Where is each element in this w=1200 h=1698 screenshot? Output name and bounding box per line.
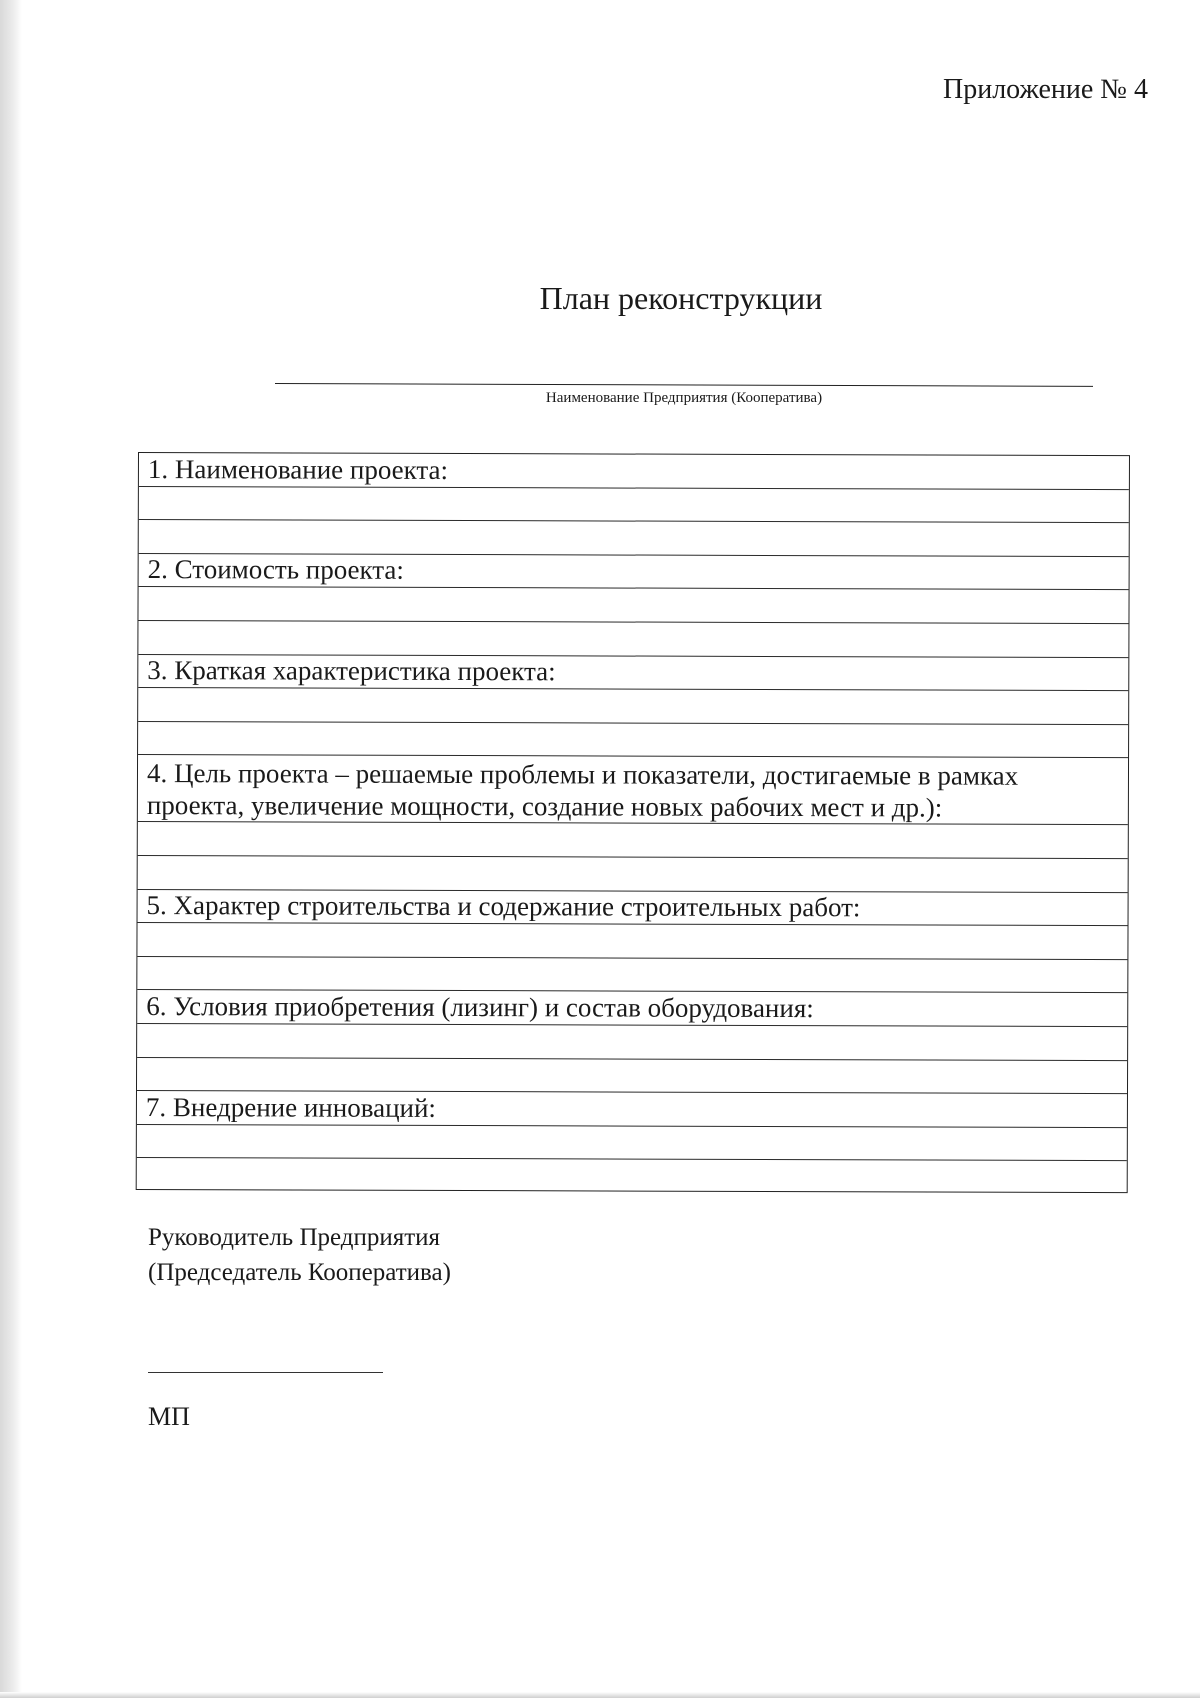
- form-blank-line[interactable]: [139, 487, 1129, 524]
- form-blank-line[interactable]: [138, 587, 1128, 624]
- signatory-subtitle: (Председатель Кооператива): [148, 1259, 451, 1286]
- scan-bottom-edge: [0, 1692, 1200, 1698]
- form-section-label-row: [138, 755, 1128, 825]
- form-section-label: 4. Цель проекта – решаемые проблемы и показатели, достигаемые в рамках проекта, увеличение мощности, создание новых рабочих мест и др.):: [146, 758, 1019, 823]
- form-blank-line[interactable]: [138, 688, 1128, 725]
- form-section-label-row: [137, 1091, 1127, 1128]
- form-section-label: 7. Внедрение инноваций:: [145, 1091, 437, 1123]
- page-title: План реконструкции: [539, 280, 823, 316]
- form-blank-line[interactable]: [138, 722, 1128, 759]
- form-blank-line[interactable]: [138, 621, 1128, 658]
- stamp-placeholder: МП: [148, 1402, 190, 1431]
- form-blank-line[interactable]: [138, 856, 1128, 893]
- form-section-label-row: [139, 453, 1129, 490]
- form-section-label-row: [137, 990, 1127, 1027]
- reconstruction-plan-table: [136, 452, 1130, 1193]
- signatory-title: Руководитель Предприятия: [148, 1224, 441, 1251]
- form-blank-line[interactable]: [139, 520, 1129, 557]
- company-name-field-line[interactable]: [275, 383, 1093, 387]
- form-blank-line[interactable]: [137, 923, 1127, 960]
- form-section-label: 2. Стоимость проекта:: [147, 554, 404, 586]
- form-blank-line[interactable]: [137, 1125, 1127, 1162]
- form-section-label-row: [139, 554, 1129, 591]
- form-blank-line[interactable]: [137, 1158, 1127, 1195]
- signature-line[interactable]: [148, 1372, 383, 1373]
- scan-left-edge: [0, 0, 22, 1698]
- form-blank-line[interactable]: [137, 957, 1127, 994]
- form-blank-line[interactable]: [137, 1024, 1127, 1061]
- form-section-label-row: [138, 890, 1128, 927]
- form-blank-line[interactable]: [137, 1058, 1127, 1095]
- form-blank-line[interactable]: [138, 822, 1128, 859]
- appendix-label: Приложение № 4: [943, 74, 1148, 105]
- form-section-label: 1. Наименование проекта:: [147, 453, 449, 485]
- company-name-caption: Наименование Предприятия (Кооператива): [545, 390, 823, 406]
- form-section-label: 5. Характер строительства и содержание строительных работ:: [146, 890, 861, 923]
- form-section-label: 3. Краткая характеристика проекта:: [147, 655, 556, 687]
- signatory-block: [148, 1220, 451, 1290]
- form-section-label-row: [138, 655, 1128, 692]
- form-section-label: 6. Условия приобретения (лизинг) и состав оборудования:: [146, 990, 814, 1024]
